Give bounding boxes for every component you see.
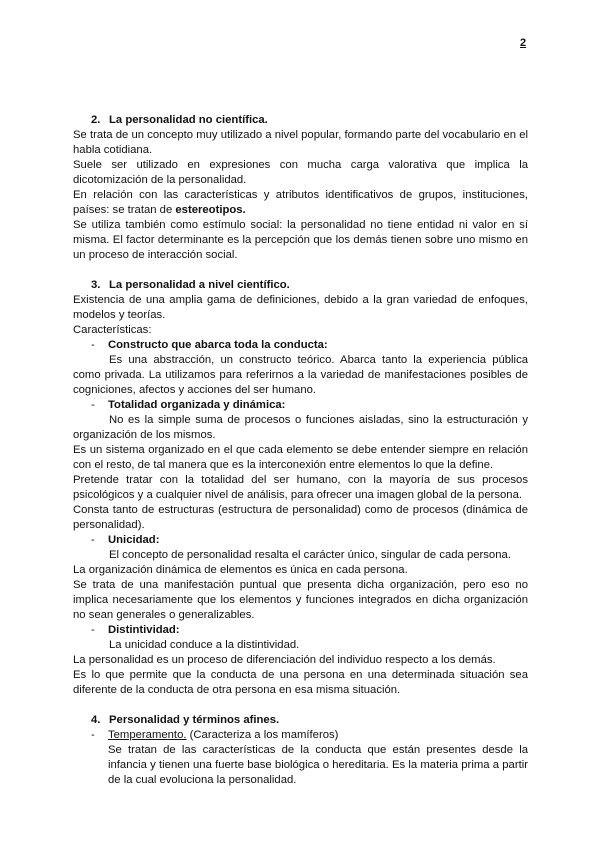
bullet-dash: - xyxy=(91,624,95,636)
bullet-unicidad-text: El concepto de personalidad resalta el carácter único, singular de cada persona. xyxy=(109,549,511,561)
page-number: 2 xyxy=(520,37,527,49)
bullet-dash: - xyxy=(91,729,95,741)
characteristics-label: Características: xyxy=(73,324,152,336)
section-2-paragraph-3 xyxy=(73,188,528,218)
bullet-dash: - xyxy=(91,339,95,351)
section-4-heading xyxy=(73,713,528,728)
section-3-number: 3. xyxy=(91,279,101,291)
bullet-totalidad-text: No es la simple suma de procesos o funciones aisladas, sino la estructuración y organización de los mismos. xyxy=(73,414,528,441)
distintividad-paragraph-2: La personalidad es un proceso de diferenciación del individuo respecto a los demás. xyxy=(73,654,496,666)
totalidad-paragraph-3: Pretende tratar con la totalidad del ser humano, con la mayoría de sus procesos psicológicos y a cualquier nivel de análisis, para ofrecer una imagen global de la persona. xyxy=(73,474,528,501)
section-4-title: Personalidad y términos afines. xyxy=(109,714,280,726)
bullet-totalidad xyxy=(73,398,528,413)
bullet-temperamento-text: Se tratan de las características de la conducta que están presentes desde la infancia y tienen una fuerte base biológica o hereditaria. Es la materia prima a partir de la cual evoluciona la personalidad. xyxy=(108,744,528,786)
bullet-constructo xyxy=(73,338,528,353)
bullet-distintividad-text: La unicidad conduce a la distintividad. xyxy=(109,639,300,651)
bullet-unicidad xyxy=(73,533,528,548)
section-2-paragraph-2: Suele ser utilizado en expresiones con mucha carga valorativa que implica la dicotomización de la personalidad. xyxy=(73,159,528,186)
bullet-temperamento xyxy=(73,728,528,743)
section-3-title: La personalidad a nivel científico. xyxy=(109,279,290,291)
section-4-number: 4. xyxy=(91,714,101,726)
section-2-title: La personalidad no científica. xyxy=(109,114,268,126)
bullet-distintividad xyxy=(73,623,528,638)
section-3-paragraph-1: Existencia de una amplia gama de definiciones, debido a la gran variedad de enfoques, modelos y teorías. xyxy=(73,294,528,321)
unicidad-paragraph-2: La organización dinámica de elementos es única en cada persona. xyxy=(73,564,408,576)
bullet-temperamento-title: Temperamento. xyxy=(108,729,187,741)
section-2-paragraph-3-text: En relación con las características y atributos identificativos de grupos, instituciones, países: se tratan de xyxy=(73,189,528,216)
section-2-paragraph-1: Se trata de un concepto muy utilizado a nivel popular, formando parte del vocabulario en el habla cotidiana. xyxy=(73,129,528,156)
stereotypes-term: estereotipos. xyxy=(175,204,246,216)
bullet-totalidad-title: Totalidad organizada y dinámica: xyxy=(108,399,286,411)
bullet-dash: - xyxy=(91,399,95,411)
bullet-constructo-text: Es una abstracción, un constructo teórico. Abarca tanto la experiencia pública como privada. La utilizamos para referirnos a la variedad de manifestaciones posibles de cogniciones, afectos y acciones del ser humano. xyxy=(73,354,528,396)
bullet-constructo-title: Constructo que abarca toda la conducta: xyxy=(108,339,328,351)
distintividad-paragraph-3: Es lo que permite que la conducta de una persona en una determinada situación sea diferente de la conducta de otra persona en esa misma situación. xyxy=(73,669,528,696)
bullet-unicidad-title: Unicidad: xyxy=(108,534,160,546)
section-2-paragraph-4: Se utiliza también como estímulo social: la personalidad no tiene entidad ni valor en sí misma. El factor determinante es la percepción que los demás tienen sobre uno mismo en un proceso de interacción social. xyxy=(73,219,528,261)
document-body xyxy=(73,98,528,788)
section-2-number: 2. xyxy=(91,114,101,126)
unicidad-paragraph-3: Se trata de una manifestación puntual que presenta dicha organización, pero eso no implica necesariamente que los elementos y funciones integrados en dicha organización no sean generales o generalizables. xyxy=(73,579,528,621)
bullet-distintividad-title: Distintividad: xyxy=(108,624,180,636)
bullet-dash: - xyxy=(91,534,95,546)
totalidad-paragraph-4: Consta tanto de estructuras (estructura de personalidad) como de procesos (dinámica de personalidad). xyxy=(73,504,528,531)
bullet-temperamento-note: (Caracteriza a los mamíferos) xyxy=(186,729,339,741)
section-2-heading xyxy=(73,113,528,128)
section-3-heading xyxy=(73,278,528,293)
totalidad-paragraph-2: Es un sistema organizado en el que cada elemento se debe entender siempre en relación con el resto, de tal manera que es la interconexión entre elementos lo que la define. xyxy=(73,444,528,471)
